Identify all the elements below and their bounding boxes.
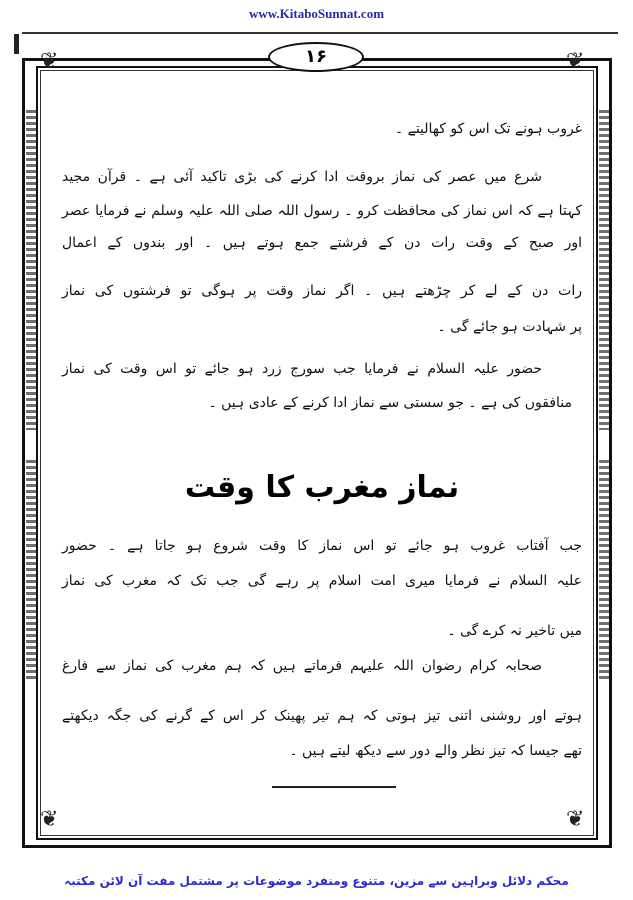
corner-ornament-icon: ❦ (566, 807, 585, 832)
text-line: اور صبح کے وقت رات دن کے فرشتے جمع ہوتے ہیں ۔ اور بندوں کے اعمال (62, 235, 582, 251)
left-border-ornament (26, 110, 36, 430)
right-border-ornament (599, 460, 609, 680)
text-line: غروب ہونے تک اس کو کھالیتے ۔ (394, 121, 582, 137)
section-heading: نماز مغرب کا وقت (184, 470, 460, 505)
text-line: پر شہادت ہو جائے گی ۔ (437, 319, 582, 335)
text-line: میں تاخیر نہ کرے گی ۔ (447, 623, 582, 639)
text-line: شرع میں عصر کی نماز بروقت ادا کرنے کی بڑی تاکید آئی ہے ۔ قرآن مجید (62, 169, 542, 185)
left-border-ornament (26, 460, 36, 680)
corner-ornament-icon: ❦ (40, 807, 59, 832)
text-line: حضور علیہ السلام نے فرمایا جب سورج زرد ہو جائے تو اس وقت کی نماز (62, 361, 542, 377)
text-line: صحابہ کرام رضوان اللہ علیہم فرماتے ہیں کہ ہم مغرب کی نماز سے فارغ (62, 658, 542, 674)
scan-edge-mark (14, 34, 19, 54)
text-line: تھے جیسا کہ تیز نظر والے دور سے دیکھ لیتے ہیں ۔ (289, 743, 582, 759)
text-line: جب آفتاب غروب ہو جائے تو اس نماز کا وقت شروع ہو جاتا ہے ۔ حضور (62, 538, 582, 554)
page-number: ۱۶ (268, 42, 364, 72)
end-rule (272, 786, 396, 788)
right-border-ornament (599, 110, 609, 430)
corner-ornament-icon: ❦ (566, 49, 585, 74)
text-line: علیہ السلام نے فرمایا میری امت اسلام پر رہے گی جب تک کہ مغرب کی نماز (62, 573, 582, 589)
corner-ornament-icon: ❦ (40, 49, 59, 74)
site-url-link[interactable]: www.KitaboSunnat.com (248, 6, 385, 21)
top-divider (22, 32, 618, 34)
text-line: ہوتے اور روشنی اتنی تیز ہوتی کہ ہم تیر پھینک کر اس کے گرنے کی جگہ دیکھتے (62, 708, 582, 724)
text-line: رات دن کے لے کر چڑھتے ہیں ۔ اگر نماز وقت پر ہوگی تو فرشتوں کی نماز (62, 283, 582, 299)
text-line: کہتا ہے کہ اس نماز کی محافظت کرو ۔ رسول اللہ صلی اللہ علیہ وسلم نے فرمایا عصر (62, 203, 582, 219)
footer-tagline: محکم دلائل وبراہین سے مزین، متنوع ومنفرد موضوعات پر مشتمل مفت آن لائن مکتبہ (64, 874, 569, 888)
text-line: منافقوں کی ہے ۔ جو سستی سے نماز ادا کرنے کے عادی ہیں ۔ (208, 395, 572, 411)
